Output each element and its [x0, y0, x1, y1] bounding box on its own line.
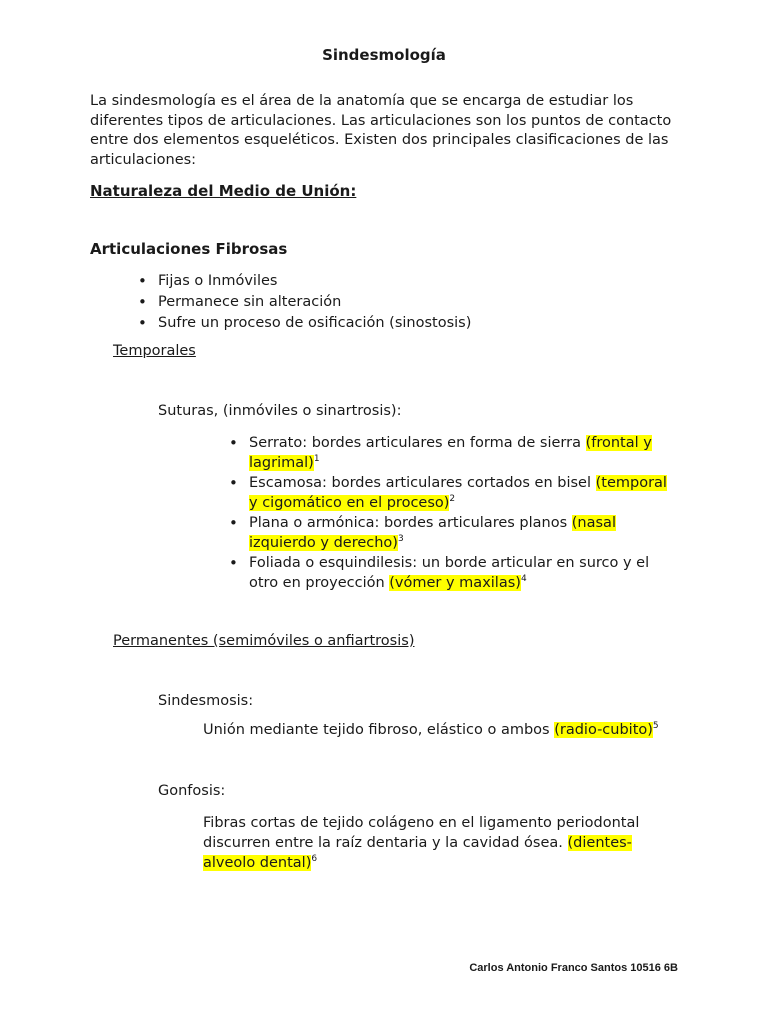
highlight: (radio-cubito): [554, 722, 653, 738]
footnote-ref: 4: [520, 574, 527, 585]
highlight: (nasal izquierdo y derecho): [249, 515, 616, 551]
list-item: • Sufre un proceso de osificación (sinostosis): [134, 313, 694, 334]
footnote-ref: 5: [652, 721, 659, 732]
footnote-ref: 1: [313, 454, 320, 465]
intro-paragraph: La sindesmología es el área de la anatomía que se encarga de estudiar los diferentes tipos de articulaciones. Las articulaciones son los puntos de contacto entre dos elementos esqueléticos. Existen dos principales clasificaciones de las articulaciones:: [90, 93, 672, 168]
gonfosis-text: Fibras cortas de tejido colágeno en el ligamento periodontal discurren entre la raíz dentaria y la cavidad ósea. (dientes-alveolo dental)$^6$: [203, 815, 640, 871]
permanentes-heading: Permanentes (semimóviles o anfiartrosis): [113, 633, 415, 649]
sindesmosis-label: Sindesmosis:: [158, 693, 254, 709]
list-item: • Foliada o esquindilesis: un borde articular en surco y el otro en proyección (vómer y maxilas)$^4$: [225, 553, 675, 593]
highlight: (vómer y maxilas): [389, 575, 521, 591]
list-item: • Permanece sin alteración: [134, 292, 694, 313]
section-heading: Naturaleza del Medio de Unión:: [90, 182, 357, 200]
list-item: • Fijas o Inmóviles: [134, 271, 694, 292]
highlight: (temporal y cigomático en el proceso): [249, 475, 667, 511]
page-title: Sindesmología: [322, 46, 446, 64]
footnote-ref: 3: [397, 534, 404, 545]
highlight: (frontal y lagrimal): [249, 435, 652, 471]
list-item: • Serrato: bordes articulares en forma de sierra (frontal y lagrimal)$^1$: [225, 433, 675, 473]
list-item: • Plana o armónica: bordes articulares planos (nasal izquierdo y derecho)$^3$: [225, 513, 675, 553]
footnote-ref: 6: [311, 854, 318, 865]
suturas-list: [225, 433, 675, 593]
footer-author: Carlos Antonio Franco Santos 10516 6B: [469, 962, 678, 974]
list-item: • Escamosa: bordes articulares cortados en bisel (temporal y cigomático en el proceso)$^2$: [225, 473, 675, 513]
sindesmosis-text: Unión mediante tejido fibroso, elástico o ambos (radio-cubito)$^5$: [203, 721, 659, 738]
highlight: (dientes-alveolo dental): [203, 835, 632, 871]
gonfosis-label: Gonfosis:: [158, 783, 226, 799]
temporales-heading: Temporales: [113, 343, 196, 359]
suturas-label: Suturas, (inmóviles o sinartrosis):: [158, 403, 402, 419]
footnote-ref: 2: [449, 494, 456, 505]
fibrosas-heading: Articulaciones Fibrosas: [90, 240, 288, 258]
fibrosas-list: [134, 271, 694, 334]
